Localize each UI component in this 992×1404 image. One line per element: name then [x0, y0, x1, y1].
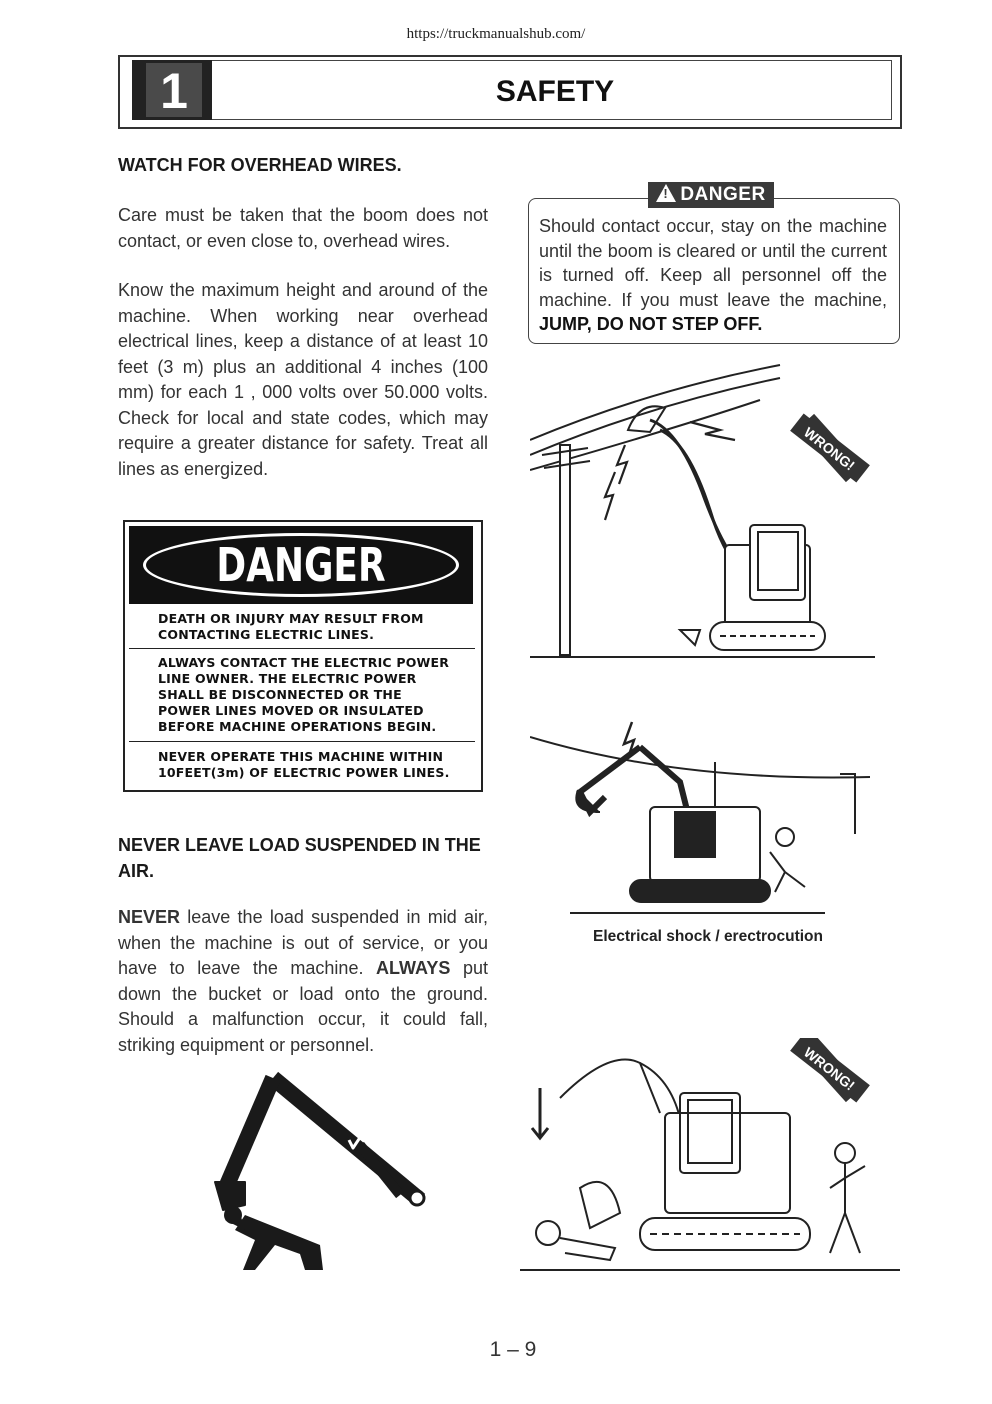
falling-bucket-illustration [520, 1038, 900, 1278]
suspended-bucket-illustration [205, 1070, 435, 1280]
svg-text:WRONG!: WRONG! [800, 1044, 858, 1094]
warning-triangle-icon [656, 184, 676, 202]
illustration-caption: Electrical shock / erectrocution [592, 928, 823, 945]
para-suspended-b: put down the bucket or load onto the ground. Should a malfunction occur, it could fall, striking equipment or personnel. [118, 958, 488, 1055]
section-title: SAFETY [495, 75, 615, 108]
never-word: NEVER [118, 907, 181, 927]
wrong-sign-2 [786, 1038, 873, 1107]
excavator-powerline-illustration [530, 360, 890, 665]
danger-box-text [539, 214, 887, 337]
para-suspended-load [118, 905, 488, 1058]
chapter-number: 1 [146, 63, 202, 117]
danger-sign-divider-2 [129, 741, 475, 742]
danger-tag-label: DANGER [680, 184, 766, 205]
danger-box-body: Should contact occur, stay on the machine until the boom is cleared or until the current is turned off. Keep all personnel off the machine. If you must leave the machine, [539, 216, 887, 310]
wrong-sign-1 [786, 409, 873, 488]
danger-sign-title: DANGER [216, 538, 386, 592]
para-suspended-a: leave the load suspended in mid air, when the machine is out of service, or you have to leave the machine. [118, 907, 488, 978]
always-word: ALWAYS [376, 958, 451, 978]
danger-tag [648, 182, 774, 208]
page-number: 1 – 9 [489, 1338, 537, 1361]
heading-overhead-wires: WATCH FOR OVERHEAD WIRES. [118, 155, 402, 175]
danger-box-emphasis: JUMP, DO NOT STEP OFF. [539, 314, 763, 334]
svg-text:WRONG!: WRONG! [800, 424, 858, 474]
danger-sign-line-2: ALWAYS CONTACT THE ELECTRIC POWER LINE OWNER. THE ELECTRIC POWER SHALL BE DISCONNECTED OR THE POWER LINES MOVED OR INSULATED BEFORE MACHINE OPERATIONS BEGIN. [158, 655, 450, 734]
source-url: https://truckmanualshub.com/ [406, 26, 586, 42]
danger-sign-divider-1 [129, 648, 475, 649]
electrical-shock-illustration [530, 712, 875, 917]
heading-suspended-load: NEVER LEAVE LOAD SUSPENDED IN THE AIR. [118, 835, 481, 881]
para-max-height: Know the maximum height and around of the machine. When working near overhead electrical lines, keep a distance of at least 10 feet (3 m) plus an additional 4 inches (100 mm) for each 1 , 000 volts over 50.000 volts. Check for local and state codes, which may require a greater distance for safety. Treat all lines as energized. [118, 280, 488, 479]
danger-sign-line-3: NEVER OPERATE THIS MACHINE WITHIN 10FEET(3m) OF ELECTRIC POWER LINES. [158, 749, 450, 780]
para-boom-contact: Care must be taken that the boom does not contact, or even close to, overhead wires. [118, 205, 488, 251]
danger-sign-line-1: DEATH OR INJURY MAY RESULT FROM CONTACTING ELECTRIC LINES. [158, 611, 424, 642]
